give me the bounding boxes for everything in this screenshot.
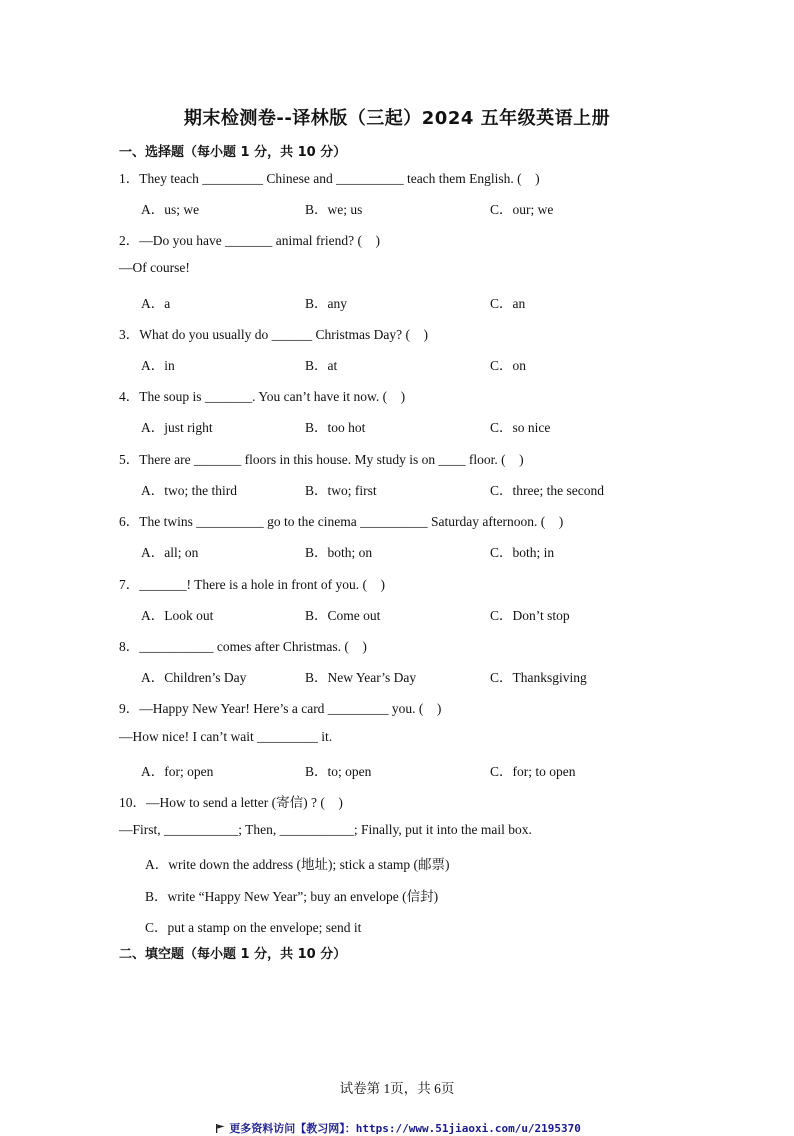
q1-option-b: B．we; us [305,202,363,217]
question-2-reply: —Of course! [119,260,190,275]
q2-option-c: C．an [490,296,526,311]
q9-option-c: C．for; to open [490,764,576,779]
q4-option-c: C．so nice [490,420,551,435]
question-4: 4．The soup is _______. You can’t have it now. ( ) [119,389,406,404]
q3-option-c: C．on [490,358,527,373]
q1-option-a: A．us; we [141,202,200,217]
flag-icon [216,1124,225,1133]
question-8: 8．___________ comes after Christmas. ( ) [119,639,367,654]
question-3: 3．What do you usually do ______ Christmas Day? ( ) [119,327,428,342]
promo-link[interactable] [203,1107,581,1136]
q7-option-c: C．Don’t stop [490,608,570,623]
q5-option-c: C．three; the second [490,483,604,498]
q3-option-b: B．at [305,358,338,373]
question-6: 6．The twins __________ go to the cinema __________ Saturday afternoon. ( ) [119,514,564,529]
exam-title: 期末检测卷--译林版（三起）2024 五年级英语上册 [183,108,611,129]
q2-option-b: B．any [305,296,347,311]
section-heading-fill-in: 二、填空题（每小题 1 分，共 10 分） [119,947,347,962]
question-9-reply: —How nice! I can’t wait _________ it. [119,729,333,744]
q8-option-c: C．Thanksgiving [490,670,587,685]
section-heading-multiple-choice: 一、选择题（每小题 1 分，共 10 分） [119,145,347,160]
question-1: 1．They teach _________ Chinese and __________ teach them English. ( ) [119,171,540,186]
q10-option-b: B．write “Happy New Year”; buy an envelope (信封) [145,889,439,904]
question-2: 2．—Do you have _______ animal friend? ( ) [119,233,380,248]
q10-option-c: C．put a stamp on the envelope; send it [145,920,362,935]
question-7: 7．_______! There is a hole in front of you. ( ) [119,577,385,592]
q6-option-c: C．both; in [490,545,555,560]
q6-option-b: B．both; on [305,545,373,560]
q4-option-b: B．too hot [305,420,366,435]
q5-option-b: B．two; first [305,483,377,498]
q8-option-a: A．Children’s Day [141,670,247,685]
promo-text[interactable]: 更多资料访问【教习网】：https://www.51jiaoxi.com/u/2195370 [229,1122,581,1135]
q5-option-a: A．two; the third [141,483,237,498]
q9-option-b: B．to; open [305,764,372,779]
question-5: 5．There are _______ floors in this house. My study is on ____ floor. ( ) [119,452,524,467]
q7-option-b: B．Come out [305,608,381,623]
q1-option-c: C．our; we [490,202,554,217]
question-10-reply: —First, ___________; Then, ___________; Finally, put it into the mail box. [119,822,532,837]
q10-option-a: A．write down the address (地址); stick a stamp (邮票) [145,857,450,872]
q7-option-a: A．Look out [141,608,214,623]
q3-option-a: A．in [141,358,175,373]
q8-option-b: B．New Year’s Day [305,670,417,685]
q6-option-a: A．all; on [141,545,199,560]
q9-option-a: A．for; open [141,764,214,779]
question-9: 9．—Happy New Year! Here’s a card _________ you. ( ) [119,701,442,716]
question-10: 10．—How to send a letter (寄信) ? ( ) [119,795,343,810]
page-number-footer: 试卷第 1页，共 6页 [339,1081,455,1096]
q4-option-a: A．just right [141,420,213,435]
q2-option-a: A．a [141,296,171,311]
